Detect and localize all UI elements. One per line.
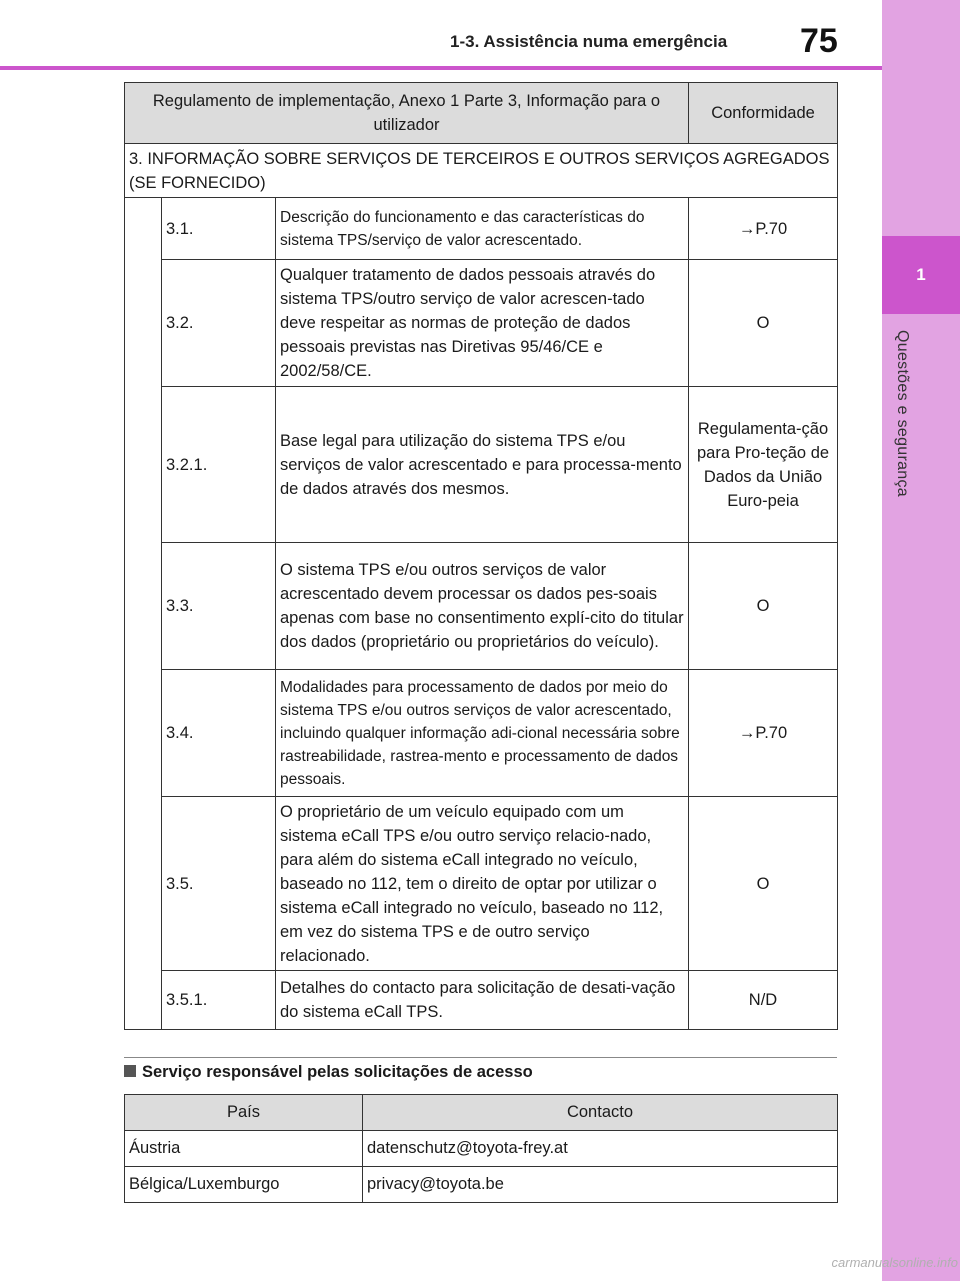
col-header-country: País [125, 1095, 363, 1131]
access-section-heading [124, 1063, 837, 1082]
row-compliance: Regulamenta-ção para Pro-teção de Dados da União Euro-peia [689, 387, 838, 543]
indent-cell [125, 198, 162, 1030]
row-description: O sistema TPS e/ou outros serviços de valor acrescentado devem processar os dados pes-soais apenas com base no consentimento explí-cito do titular dos dados (proprietário ou proprietários do veículo). [276, 543, 689, 670]
table-row [125, 387, 838, 543]
row-number: 3.3. [162, 543, 276, 670]
table-row [125, 1167, 838, 1203]
table-row [125, 670, 838, 797]
contact-header-row [125, 1095, 838, 1131]
row-number: 3.5.1. [162, 971, 276, 1030]
row-description: O proprietário de um veículo equipado com um sistema eCall TPS e/ou outro serviço relacio-nado, para além do sistema eCall integrado no veículo, baseado no 112, tem o direito de optar por utilizar o sistema eCall integrado no veículo, baseado no 112, em vez do sistema TPS e de outro serviço relacionado. [276, 797, 689, 971]
col-header-compliance: Conformidade [689, 83, 838, 144]
country-cell: Bélgica/Luxemburgo [125, 1167, 363, 1203]
row-compliance: →P.70 [689, 670, 838, 797]
row-compliance: O [689, 260, 838, 387]
contact-table [124, 1094, 838, 1203]
section-heading-row [125, 144, 838, 198]
col-header-regulation: Regulamento de implementação, Anexo 1 Parte 3, Informação para o utilizador [125, 83, 689, 144]
row-compliance: O [689, 543, 838, 670]
page-number: 75 [800, 22, 838, 60]
table-row [125, 797, 838, 971]
row-compliance: →P.70 [689, 198, 838, 260]
country-cell: Áustria [125, 1131, 363, 1167]
section-divider [124, 1057, 837, 1058]
header-rule [0, 66, 882, 70]
row-number: 3.4. [162, 670, 276, 797]
watermark: carmanualsonline.info [831, 1255, 958, 1270]
table-row [125, 260, 838, 387]
row-description: Detalhes do contacto para solicitação de desati-vação do sistema eCall TPS. [276, 971, 689, 1030]
row-number: 3.1. [162, 198, 276, 260]
contact-cell: privacy@toyota.be [363, 1167, 838, 1203]
row-description: Descrição do funcionamento e das características do sistema TPS/serviço de valor acrescentado. [276, 198, 689, 260]
row-number: 3.5. [162, 797, 276, 971]
row-description: Base legal para utilização do sistema TPS e/ou serviços de valor acrescentado e para processa-mento de dados através dos mesmos. [276, 387, 689, 543]
row-compliance: N/D [689, 971, 838, 1030]
section-heading: 3. INFORMAÇÃO SOBRE SERVIÇOS DE TERCEIROS E OUTROS SERVIÇOS AGREGADOS (SE FORNECIDO) [125, 144, 838, 198]
row-number: 3.2. [162, 260, 276, 387]
col-header-contact: Contacto [363, 1095, 838, 1131]
square-bullet-icon [124, 1065, 136, 1077]
row-description: Modalidades para processamento de dados por meio do sistema TPS e/ou outros serviços de valor acrescentado, incluindo qualquer informação adi-cional necessária sobre rastreabilidade, rastrea-mento e processamento de dados pessoais. [276, 670, 689, 797]
side-tab [882, 0, 960, 1281]
chapter-label: Questões e segurança [894, 330, 911, 497]
contact-cell: datenschutz@toyota-frey.at [363, 1131, 838, 1167]
row-description: Qualquer tratamento de dados pessoais através do sistema TPS/outro serviço de valor acrescen-tado deve respeitar as normas de proteção de dados pessoais previstas nas Diretivas 95/46/CE e 2002/58/CE. [276, 260, 689, 387]
table-row [125, 198, 838, 260]
chapter-number: 1 [882, 236, 960, 314]
table-row [125, 543, 838, 670]
row-number: 3.2.1. [162, 387, 276, 543]
access-heading-text: Serviço responsável pelas solicitações de acesso [142, 1063, 533, 1081]
table-row [125, 971, 838, 1030]
section-title: 1-3. Assistência numa emergência [450, 32, 728, 51]
table-header-row [125, 83, 838, 144]
row-compliance: O [689, 797, 838, 971]
table-row [125, 1131, 838, 1167]
regulation-table [124, 82, 838, 1030]
